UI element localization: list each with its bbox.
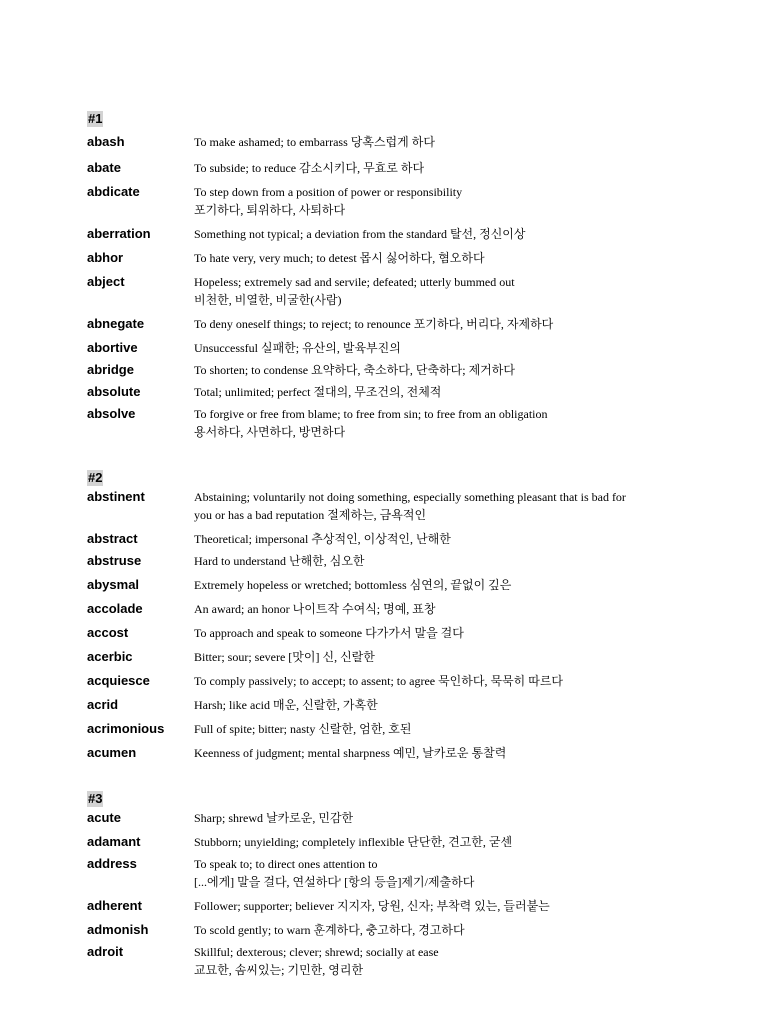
vocab-definition: To step down from a position of power or responsibility 포기하다, 퇴위하다, 사퇴하다 xyxy=(194,185,463,217)
vocab-term: accolade xyxy=(87,601,143,616)
vocab-term: aberration xyxy=(87,226,151,241)
vocab-definition: Skillful; dexterous; clever; shrewd; socially at ease 교묘한, 솜씨있는; 기민한, 영리한 xyxy=(194,945,439,977)
vocab-entry xyxy=(87,552,687,570)
vocab-term: accost xyxy=(87,625,129,640)
vocab-entry xyxy=(87,225,687,243)
vocab-term: acquiesce xyxy=(87,673,150,688)
vocab-entry xyxy=(87,624,687,642)
vocab-definition: Something not typical; a deviation from the standard 탈선, 정신이상 xyxy=(194,227,526,241)
vocab-entry xyxy=(87,273,687,309)
vocab-entry xyxy=(87,530,687,548)
vocab-definition: Abstaining; voluntarily not doing something, especially something pleasant that is bad for you or has a bad reputation 절제하는, 금욕적인 xyxy=(194,490,626,522)
vocab-definition: To comply passively; to accept; to assent; to agree 묵인하다, 묵묵히 따르다 xyxy=(194,674,564,688)
section-header: #3 xyxy=(88,791,103,806)
vocab-term: acerbic xyxy=(87,649,133,664)
vocab-term: adamant xyxy=(87,834,141,849)
vocab-entry xyxy=(87,720,687,738)
vocab-section xyxy=(87,790,687,979)
vocab-definition: Theoretical; impersonal 추상적인, 이상적인, 난해한 xyxy=(194,532,451,546)
vocab-term: abate xyxy=(87,160,121,175)
vocab-term: abject xyxy=(87,274,125,289)
vocab-entry xyxy=(87,600,687,618)
vocab-term: adherent xyxy=(87,898,142,913)
vocab-definition: An award; an honor 나이트작 수여식; 명예, 표창 xyxy=(194,602,436,616)
vocab-term: admonish xyxy=(87,922,149,937)
section-header: #1 xyxy=(88,111,103,126)
vocab-term: abnegate xyxy=(87,316,145,331)
vocab-entry xyxy=(87,672,687,690)
vocab-definition: To subside; to reduce 감소시키다, 무효로 하다 xyxy=(194,161,425,175)
vocab-term: abstinent xyxy=(87,489,145,504)
vocab-term: absolve xyxy=(87,406,136,421)
vocab-term: acumen xyxy=(87,745,137,760)
vocab-term: address xyxy=(87,856,137,871)
vocab-definition: Stubborn; unyielding; completely inflexible 단단한, 견고한, 굳센 xyxy=(194,835,513,849)
vocab-entry xyxy=(87,383,687,401)
vocab-definition: Full of spite; bitter; nasty 신랄한, 엄한, 호된 xyxy=(194,722,412,736)
vocab-definition: To deny oneself things; to reject; to renounce 포기하다, 버리다, 자제하다 xyxy=(194,317,554,331)
vocab-definition: Hopeless; extremely sad and servile; defeated; utterly bummed out 비천한, 비열한, 비굴한(사람) xyxy=(194,275,515,307)
vocab-term: abysmal xyxy=(87,577,140,592)
vocab-definition: To speak to; to direct ones attention to [...에게] 말을 걸다, 연설하다' [항의 등을]제기/제출하다 xyxy=(194,857,475,889)
vocab-entry xyxy=(87,855,687,891)
vocab-entry xyxy=(87,921,687,939)
vocab-entry xyxy=(87,315,687,333)
vocab-entry xyxy=(87,183,687,219)
vocab-definition: Unsuccessful 실패한; 유산의, 발육부진의 xyxy=(194,341,401,355)
vocab-definition: Extremely hopeless or wretched; bottomless 심연의, 끝없이 깊은 xyxy=(194,578,512,592)
vocab-entry xyxy=(87,576,687,594)
vocab-term: abdicate xyxy=(87,184,140,199)
vocab-term: abortive xyxy=(87,340,138,355)
vocab-definition: To scold gently; to warn 훈계하다, 충고하다, 경고하다 xyxy=(194,923,465,937)
vocab-term: abridge xyxy=(87,362,134,377)
vocab-definition: Hard to understand 난해한, 심오한 xyxy=(194,554,365,568)
vocab-definition: Bitter; sour; severe [맛이] 신, 신랄한 xyxy=(194,650,375,664)
vocab-definition: Follower; supporter; believer 지지자, 당원, 신자; 부착력 있는, 들러붙는 xyxy=(194,899,550,913)
vocab-entry xyxy=(87,833,687,851)
vocab-entry xyxy=(87,133,687,151)
vocab-entry xyxy=(87,249,687,267)
vocab-entry xyxy=(87,897,687,915)
vocab-term: abstruse xyxy=(87,553,142,568)
vocab-entry xyxy=(87,405,687,441)
vocab-entry xyxy=(87,648,687,666)
vocab-term: acute xyxy=(87,810,121,825)
vocab-section xyxy=(87,469,687,762)
vocab-entry xyxy=(87,159,687,177)
vocab-definition: Keenness of judgment; mental sharpness 예민, 날카로운 통찰력 xyxy=(194,746,507,760)
vocab-definition: To shorten; to condense 요약하다, 축소하다, 단축하다; 제거하다 xyxy=(194,363,515,377)
vocab-section xyxy=(87,110,687,441)
vocab-term: acrid xyxy=(87,697,119,712)
vocab-definition: To approach and speak to someone 다가가서 말을 걸다 xyxy=(194,626,464,640)
vocab-term: absolute xyxy=(87,384,141,399)
vocab-term: adroit xyxy=(87,944,124,959)
vocab-entry xyxy=(87,361,687,379)
vocab-term: acrimonious xyxy=(87,721,165,736)
vocab-entry xyxy=(87,339,687,357)
vocab-term: abstract xyxy=(87,531,138,546)
vocab-term: abhor xyxy=(87,250,124,265)
vocab-term: abash xyxy=(87,134,125,149)
vocab-entry xyxy=(87,809,687,827)
vocab-definition: To hate very, very much; to detest 몹시 싫어하다, 혐오하다 xyxy=(194,251,485,265)
vocab-definition: Sharp; shrewd 날카로운, 민감한 xyxy=(194,811,354,825)
vocab-definition: Harsh; like acid 매운, 신랄한, 가혹한 xyxy=(194,698,378,712)
vocabulary-document xyxy=(87,110,687,1007)
vocab-entry xyxy=(87,488,687,524)
vocab-definition: To forgive or free from blame; to free from sin; to free from an obligation 용서하다, 사면하다, 방면하다 xyxy=(194,407,548,439)
vocab-entry xyxy=(87,696,687,714)
vocab-definition: To make ashamed; to embarrass 당혹스럽게 하다 xyxy=(194,135,435,149)
vocab-definition: Total; unlimited; perfect 절대의, 무조건의, 전체적 xyxy=(194,385,442,399)
vocab-entry xyxy=(87,943,687,979)
section-header: #2 xyxy=(88,470,103,485)
vocab-entry xyxy=(87,744,687,762)
